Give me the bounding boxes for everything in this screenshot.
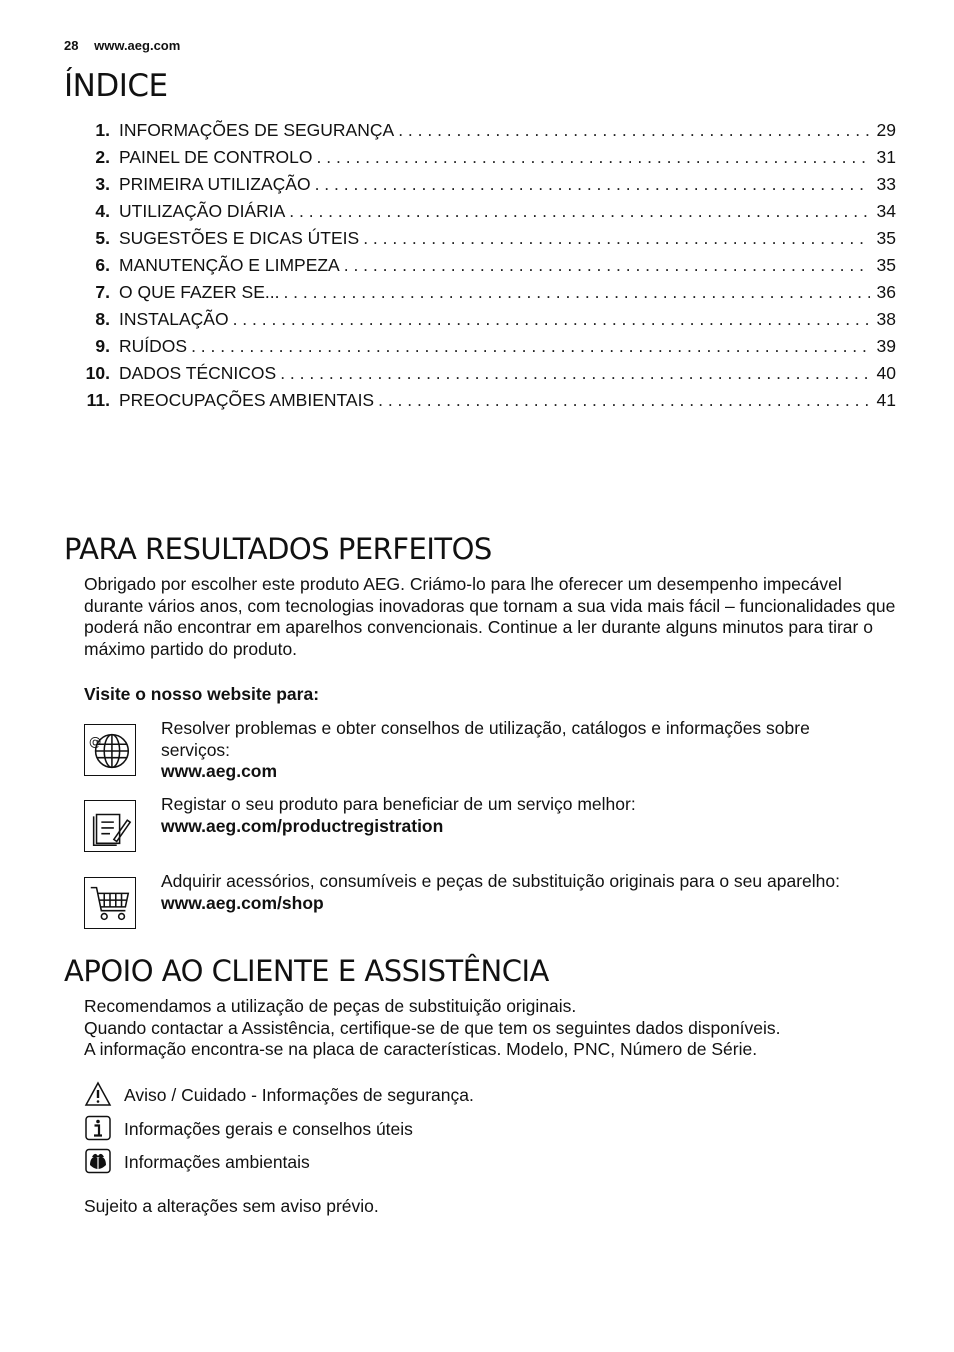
toc-leader-dots: [344, 255, 870, 276]
support-line: Quando contactar a Assistência, certifique-se de que tem os seguintes dados disponíveis.: [84, 1017, 781, 1038]
globe-icon: [84, 724, 136, 776]
toc-item[interactable]: [64, 201, 896, 228]
toc-item-number: 8.: [95, 309, 110, 329]
service-link[interactable]: www.aeg.com/productregistration: [161, 815, 444, 836]
toc-item-label: PREOCUPAÇÕES AMBIENTAIS: [119, 390, 375, 410]
toc-leader-dots: [280, 363, 870, 384]
toc-item-page: 31: [876, 147, 896, 167]
toc-item-page: 35: [876, 255, 896, 275]
toc-item-number: 2.: [95, 147, 110, 167]
toc-item[interactable]: [64, 309, 896, 336]
toc-leader-dots: [315, 174, 870, 195]
legend-item-environment: [84, 1148, 684, 1174]
service-text: Registar o seu produto para beneficiar de um serviço melhor:: [161, 794, 636, 814]
toc-item-number: 1.: [95, 120, 110, 140]
visit-heading: Visite o nosso website para:: [84, 684, 320, 704]
registration-form-icon: [84, 800, 136, 852]
toc-title: ÍNDICE: [64, 68, 168, 104]
toc-item-label: MANUTENÇÃO E LIMPEZA: [119, 255, 340, 275]
toc-item-page: 38: [876, 309, 896, 329]
toc-leader-dots: [289, 201, 870, 222]
warning-icon: [84, 1081, 112, 1107]
legend-item-warning: [84, 1081, 684, 1107]
toc-item[interactable]: [64, 120, 896, 147]
toc-item-number: 10.: [85, 363, 110, 383]
toc-item-page: 35: [876, 228, 896, 248]
info-icon: [84, 1115, 112, 1141]
toc-item-label: PRIMEIRA UTILIZAÇÃO: [119, 174, 311, 194]
support-paragraph: [84, 996, 904, 1061]
toc-item-page: 33: [876, 174, 896, 194]
toc-item-number: 9.: [95, 336, 110, 356]
toc-item[interactable]: [64, 390, 896, 417]
toc-item-number: 3.: [95, 174, 110, 194]
toc-leader-dots: [233, 309, 870, 330]
intro-paragraph: Obrigado por escolher este produto AEG. Criámo-lo para lhe oferecer um desempenho impecável durante vários anos, com tecnologias inovadoras que tornam a sua vida mais fácil – funcionalidades que poderá não encontrar em aparelhos convencionais. Continue a ler durante alguns minutos para tirar o máximo partido do produto.: [84, 574, 896, 659]
legend-text: Aviso / Cuidado - Informações de segurança.: [124, 1085, 474, 1105]
footer-note: Sujeito a alterações sem aviso prévio.: [84, 1196, 379, 1216]
legend-text: Informações gerais e conselhos úteis: [124, 1119, 413, 1139]
toc-item-label: RUÍDOS: [119, 336, 188, 356]
service-link[interactable]: www.aeg.com/shop: [161, 892, 324, 913]
toc-item-label: PAINEL DE CONTROLO: [119, 147, 313, 167]
header-site-link[interactable]: www.aeg.com: [94, 38, 181, 53]
toc-item-number: 11.: [86, 390, 110, 410]
toc-leader-dots: [283, 282, 870, 303]
toc-item-number: 5.: [95, 228, 110, 248]
table-of-contents: [64, 120, 896, 417]
support-section-title: APOIO AO CLIENTE E ASSISTÊNCIA: [64, 954, 549, 988]
toc-leader-dots: [398, 120, 870, 141]
service-text: Resolver problemas e obter conselhos de utilização, catálogos e informações sobre serviços:: [161, 718, 810, 760]
toc-item-page: 29: [876, 120, 896, 140]
toc-item-label: O QUE FAZER SE...: [119, 282, 280, 302]
toc-item[interactable]: [64, 255, 896, 282]
environment-icon: [84, 1148, 112, 1174]
service-text: Adquirir acessórios, consumíveis e peças de substituição originais para o seu aparelho:: [161, 871, 840, 891]
svg-text:@: @: [88, 734, 102, 750]
toc-item-label: SUGESTÕES E DICAS ÚTEIS: [119, 228, 360, 248]
toc-item-page: 41: [876, 390, 896, 410]
toc-item-page: 39: [876, 336, 896, 356]
legend-text: Informações ambientais: [124, 1152, 310, 1172]
toc-leader-dots: [363, 228, 870, 249]
toc-item[interactable]: [64, 147, 896, 174]
toc-item[interactable]: [64, 282, 896, 309]
toc-item-page: 36: [876, 282, 896, 302]
toc-item-label: DADOS TÉCNICOS: [119, 363, 277, 383]
toc-item-page: 40: [876, 363, 896, 383]
toc-item-page: 34: [876, 201, 896, 221]
shopping-cart-icon: [84, 877, 136, 929]
toc-item[interactable]: [64, 174, 896, 201]
support-line: Recomendamos a utilização de peças de substituição originais.: [84, 996, 577, 1016]
toc-item-label: INSTALAÇÃO: [119, 309, 229, 329]
toc-item-number: 4.: [95, 201, 110, 221]
toc-item[interactable]: [64, 336, 896, 363]
results-section-title: PARA RESULTADOS PERFEITOS: [64, 532, 492, 566]
support-line: A informação encontra-se na placa de características. Modelo, PNC, Número de Série.: [84, 1039, 758, 1059]
toc-item-number: 7.: [95, 282, 110, 302]
toc-item-number: 6.: [95, 255, 110, 275]
page-number: 28: [64, 38, 79, 53]
toc-leader-dots: [317, 147, 870, 168]
toc-item[interactable]: [64, 363, 896, 390]
page-header: [64, 38, 180, 53]
toc-item[interactable]: [64, 228, 896, 255]
toc-leader-dots: [191, 336, 870, 357]
legend-item-info: [84, 1115, 684, 1141]
toc-item-label: UTILIZAÇÃO DIÁRIA: [119, 201, 286, 221]
service-link[interactable]: www.aeg.com: [161, 761, 278, 781]
toc-item-label: INFORMAÇÕES DE SEGURANÇA: [119, 120, 395, 140]
toc-leader-dots: [378, 390, 870, 411]
